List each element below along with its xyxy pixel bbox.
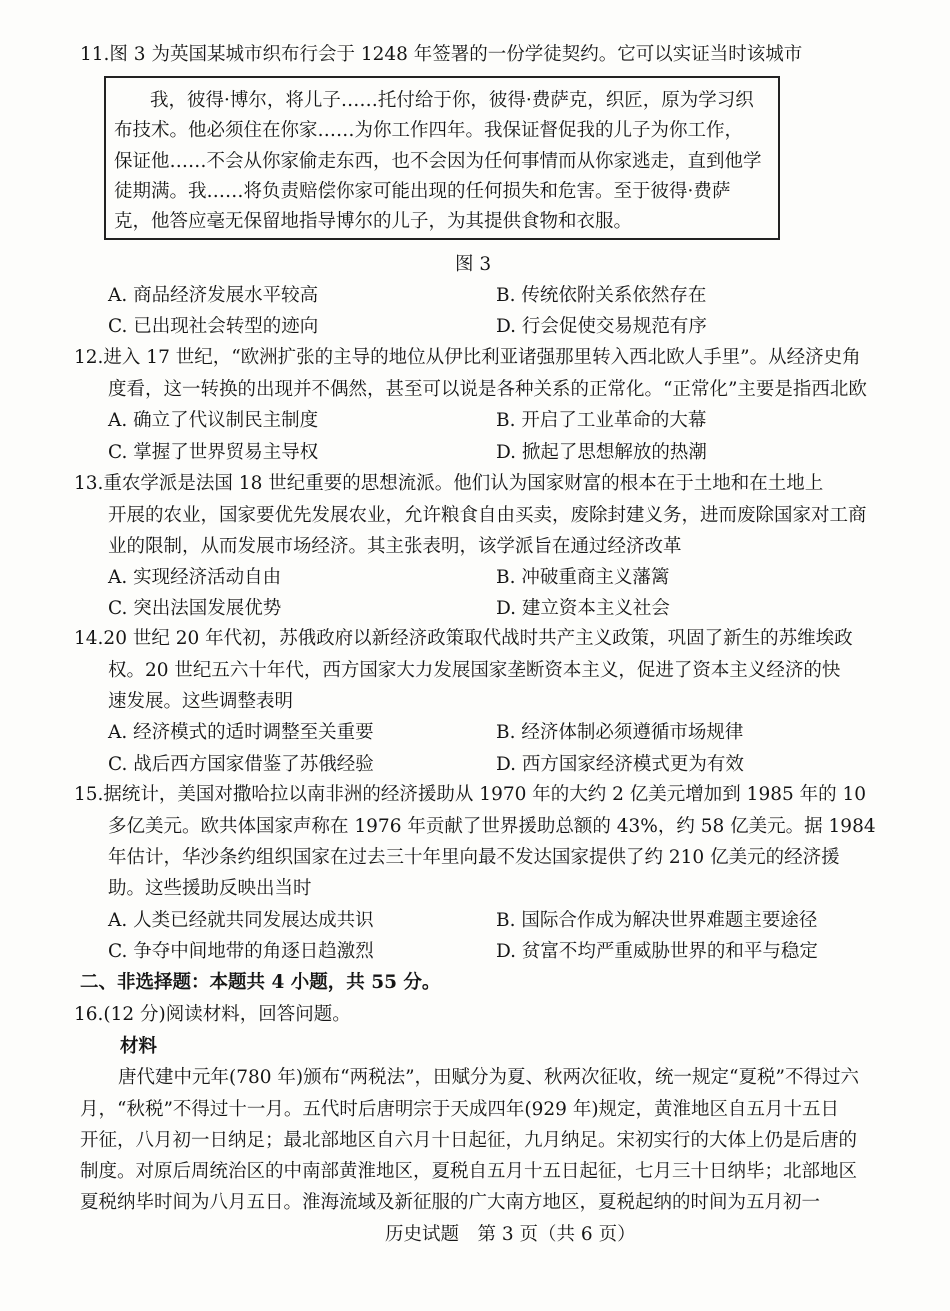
q14-option-a[interactable]: A. 经济模式的适时调整至关重要: [108, 722, 374, 743]
q15-stem-line: 15.据统计，美国对撒哈拉以南非洲的经济援助从 1970 年的大约 2 亿美元增加到 1985 年的 10: [74, 784, 867, 805]
q11-box-line: 布技术。他必须住在你家……为你工作四年。我保证督促我的儿子为你工作，: [114, 120, 744, 141]
q15-stem-line: 多亿美元。欧共体国家声称在 1976 年贡献了世界援助总额的 43%，约 58 亿美元。据 1984: [108, 816, 876, 837]
q14-option-c[interactable]: C. 战后西方国家借鉴了苏俄经验: [108, 754, 374, 775]
q13-option-c[interactable]: C. 突出法国发展优势: [108, 598, 282, 619]
q16-material-line: 开征，八月初一日纳足；最北部地区自六月十日起征，九月纳足。宋初实行的大体上仍是后唐的: [80, 1130, 858, 1151]
q12-option-a[interactable]: A. 确立了代议制民主制度: [108, 410, 319, 431]
material-label: 材料: [120, 1036, 158, 1057]
q12-option-d[interactable]: D. 掀起了思想解放的热潮: [496, 442, 707, 463]
q11-stem: 11.图 3 为英国某城市织布行会于 1248 年签署的一份学徒契约。它可以实证当时该城市: [80, 44, 803, 65]
q12-stem-line: 度看，这一转换的出现并不偶然，甚至可以说是各种关系的正常化。“正常化”主要是指西北欧: [108, 379, 867, 400]
q11-contract-box: [104, 76, 780, 240]
q16-material-line: 唐代建中元年(780 年)颁布“两税法”，田赋分为夏、秋两次征收，统一规定“夏税”不得过六: [118, 1067, 859, 1088]
q16-material-line: 制度。对原后周统治区的中南部黄淮地区，夏税自五月十五日起征，七月三十日纳毕；北部地区: [80, 1161, 858, 1182]
q13-stem-line: 开展的农业，国家要优先发展农业，允许粮食自由买卖，废除封建义务，进而废除国家对工商: [108, 505, 867, 526]
q13-stem-line: 13.重农学派是法国 18 世纪重要的思想流派。他们认为国家财富的根本在于土地和在土地上: [74, 473, 824, 494]
q11-option-b[interactable]: B. 传统依附关系依然存在: [496, 285, 707, 306]
q16-stem: 16.(12 分)阅读材料，回答问题。: [74, 1004, 351, 1025]
figure-caption: 图 3: [455, 254, 492, 275]
q13-option-a[interactable]: A. 实现经济活动自由: [108, 567, 282, 588]
q14-stem-line: 14.20 世纪 20 年代初，苏俄政府以新经济政策取代战时共产主义政策，巩固了新生的苏维埃政: [74, 628, 853, 649]
q11-box-line: 我，彼得·博尔，将儿子……托付给于你，彼得·费萨克，织匠，原为学习织: [150, 90, 754, 111]
q11-option-c[interactable]: C. 已出现社会转型的迹向: [108, 316, 319, 337]
section-heading: 二、非选择题：本题共 4 小题，共 55 分。: [80, 972, 441, 993]
q15-option-d[interactable]: D. 贫富不均严重威胁世界的和平与稳定: [496, 941, 818, 962]
q14-option-b[interactable]: B. 经济体制必须遵循市场规律: [496, 722, 744, 743]
q11-box-line: 徒期满。我……将负责赔偿你家可能出现的任何损失和危害。至于彼得·费萨: [114, 181, 731, 202]
q16-material-line: 月，“秋税”不得过十一月。五代时后唐明宗于天成四年(929 年)规定，黄淮地区自五月十五日: [80, 1099, 840, 1120]
q14-option-d[interactable]: D. 西方国家经济模式更为有效: [496, 754, 744, 775]
q15-option-a[interactable]: A. 人类已经就共同发展达成共识: [108, 910, 374, 931]
q14-stem-line: 权。20 世纪五六十年代，西方国家大力发展国家垄断资本主义，促进了资本主义经济的快: [108, 660, 841, 681]
q12-stem-line: 12.进入 17 世纪，“欧洲扩张的主导的地位从伊比利亚诸强那里转入西北欧人手里”。从经济史角: [74, 347, 861, 368]
q15-stem-line: 年估计，华沙条约组织国家在过去三十年里向最不发达国家提供了约 210 亿美元的经济援: [108, 847, 840, 868]
q15-option-b[interactable]: B. 国际合作成为解决世界难题主要途径: [496, 910, 818, 931]
q11-box-line: 克，他答应毫无保留地指导博尔的儿子，为其提供食物和衣服。: [114, 211, 633, 232]
q16-material-line: 夏税纳毕时间为八月五日。淮海流域及新征服的广大南方地区，夏税起纳的时间为五月初一: [80, 1192, 821, 1213]
page-footer: 历史试题 第 3 页（共 6 页）: [385, 1224, 636, 1245]
q11-option-d[interactable]: D. 行会促使交易规范有序: [496, 316, 707, 337]
q13-option-b[interactable]: B. 冲破重商主义藩篱: [496, 567, 670, 588]
q14-stem-line: 速发展。这些调整表明: [108, 691, 294, 712]
q11-box-line: 保证他……不会从你家偷走东西，也不会因为任何事情而从你家逃走，直到他学: [114, 151, 762, 172]
q15-option-c[interactable]: C. 争夺中间地带的角逐日趋激烈: [108, 941, 374, 962]
q15-stem-line: 助。这些援助反映出当时: [108, 878, 312, 899]
q12-option-c[interactable]: C. 掌握了世界贸易主导权: [108, 442, 319, 463]
q13-option-d[interactable]: D. 建立资本主义社会: [496, 598, 670, 619]
q11-option-a[interactable]: A. 商品经济发展水平较高: [108, 285, 319, 306]
q12-option-b[interactable]: B. 开启了工业革命的大幕: [496, 410, 707, 431]
q13-stem-line: 业的限制，从而发展市场经济。其主张表明，该学派旨在通过经济改革: [108, 536, 682, 557]
